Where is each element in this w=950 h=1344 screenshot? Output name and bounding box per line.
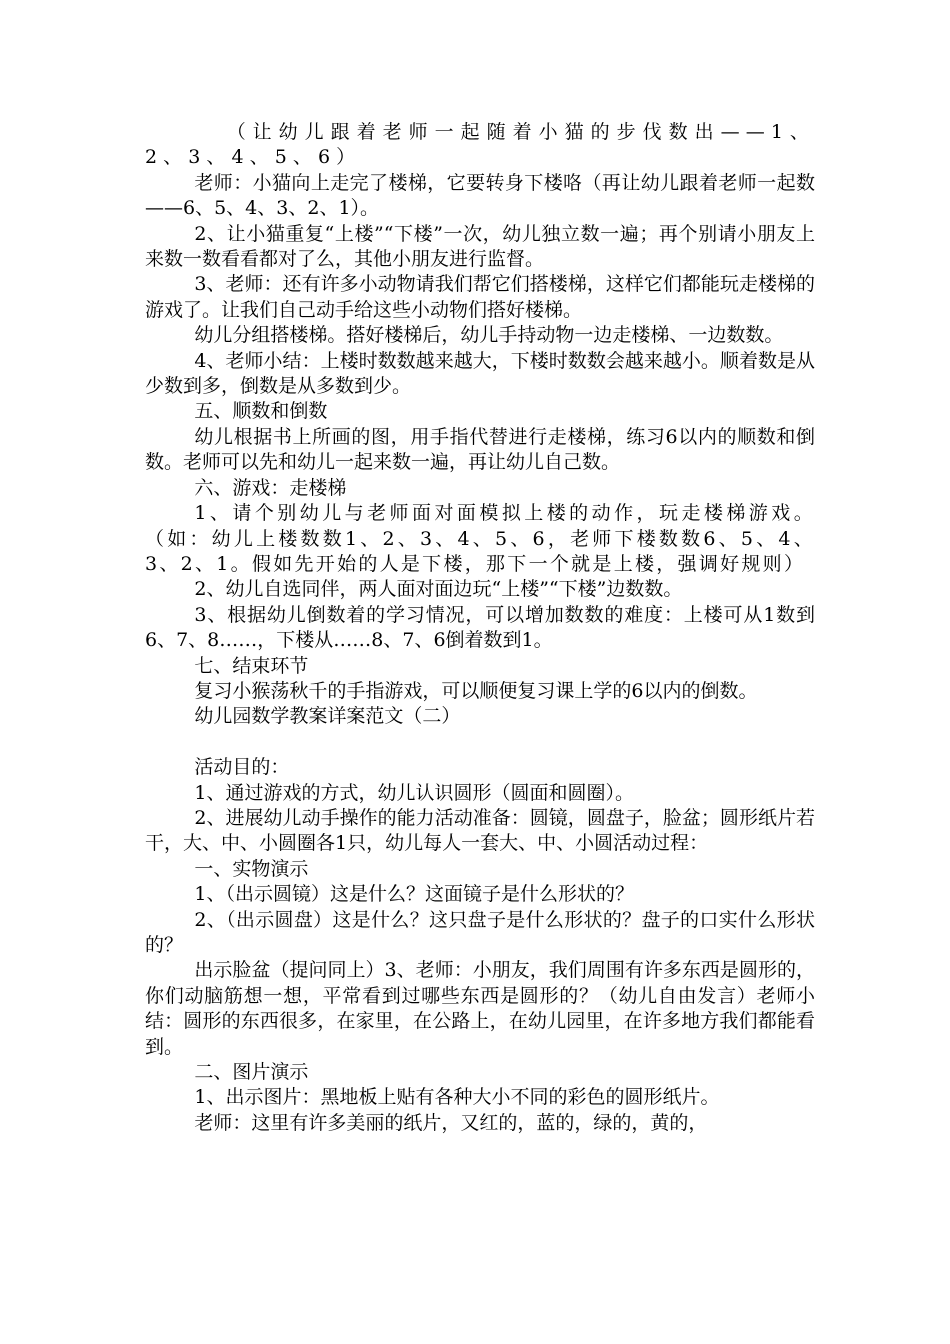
paragraph-16: 出示脸盆（提问同上）3、老师：小朋友，我们周围有许多东西是圆形的，你们动脑筋想一想，平常看到过哪些东西是圆形的？（幼儿自由发言）老师小结：圆形的东西很多，在家里，在公路上，在幼儿园里，在许多地方我们都能看到。 (145, 959, 815, 1058)
paragraph-18: 老师：这里有许多美丽的纸片，又红的，蓝的，绿的，黄的， (194, 1111, 708, 1134)
document-title-2: 幼儿园数学教案详案范文（二） (194, 705, 461, 728)
section-heading-2: 二、图片演示 (194, 1061, 309, 1084)
paragraph-13: 2、进展幼儿动手操作的能力活动准备：圆镜，圆盘子，脸盆；圆形纸片若干，大、中、小圆圈各1只，幼儿每人一套大、中、小圆活动过程： (145, 806, 815, 855)
section-heading-7: 七、结束环节 (194, 654, 309, 677)
paragraph-15: 2、（出示圆盘）这是什么？这只盘子是什么形状的？盘子的口实什么形状的？ (145, 908, 815, 956)
paragraph-12: 1、通过游戏的方式，幼儿认识圆形（圆面和圆圈）。 (194, 781, 634, 804)
document-body (145, 120, 815, 1136)
section-heading-6: 六、游戏：走楼梯 (194, 476, 347, 499)
paragraph-4: 3、老师：还有许多小动物请我们帮它们搭楼梯，这样它们都能玩走楼梯的游戏了。让我们自己动手给这些小动物们搭好楼梯。 (145, 273, 815, 321)
paragraph-5: 幼儿分组搭楼梯。搭好楼梯后，幼儿手持动物一边走楼梯、一边数数。 (194, 324, 784, 347)
paragraph-2: 老师：小猫向上走完了楼梯，它要转身下楼咯（再让幼儿跟着老师一起数——6、5、4、3、2、1）。 (145, 171, 815, 220)
paragraph-6: 4、老师小结：上楼时数数越来越大，下楼时数数会越来越小。顺着数是从少数到多，倒数是从多数到少。 (145, 349, 815, 398)
paragraph-9: 2、幼儿自选同伴，两人面对面边玩“上楼”“下楼”边数数。 (194, 578, 683, 601)
paragraph-10: 3、根据幼儿倒数着的学习情况，可以增加数数的难度：上楼可从1数到6、7、8……，下楼从……8、7、6倒着数到1。 (145, 603, 815, 652)
paragraph-11: 复习小猴荡秋千的手指游戏，可以顺便复习课上学的6以内的倒数。 (194, 679, 758, 702)
section-heading-5: 五、顺数和倒数 (194, 400, 328, 423)
paragraph-3: 2、让小猫重复“上楼”“下楼”一次，幼儿独立数一遍；再个别请小朋友上来数一数看看都对了么，其他小朋友进行监督。 (145, 222, 815, 271)
section-heading-1: 一、实物演示 (194, 857, 309, 880)
paragraph-14: 1、（出示圆镜）这是什么？这面镜子是什么形状的？ (194, 883, 634, 906)
paragraph-1: （让幼儿跟着老师一起随着小猫的步伐数出——1、2、3、4、5、6） (145, 121, 815, 169)
paragraph-17: 1、出示图片：黑地板上贴有各种大小不同的彩色的圆形纸片。 (194, 1086, 720, 1109)
paragraph-7: 幼儿根据书上所画的图，用手指代替进行走楼梯，练习6以内的顺数和倒数。老师可以先和幼儿一起来数一遍，再让幼儿自己数。 (145, 425, 815, 474)
blank-line (145, 730, 815, 755)
paragraph-8: 1、请个别幼儿与老师面对面模拟上楼的动作，玩走楼梯游戏。（如：幼儿上楼数数1、2、3、4、5、6，老师下楼数数6、5、4、3、2、1。假如先开始的人是下楼，那下一个就是上楼，强调好规则） (145, 502, 815, 575)
activity-goals-heading: 活动目的： (194, 756, 290, 779)
